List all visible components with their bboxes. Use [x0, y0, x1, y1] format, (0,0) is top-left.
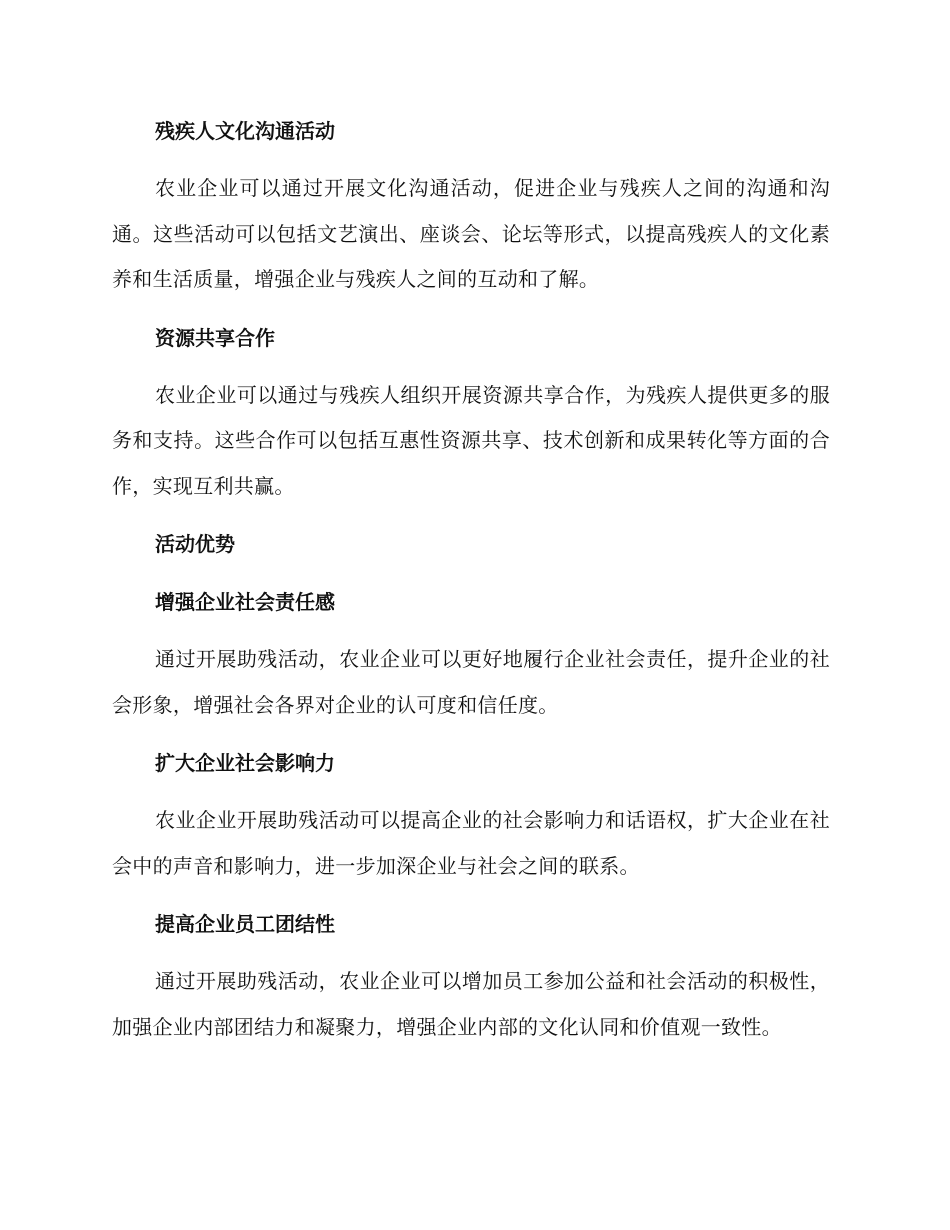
- section-heading: 扩大企业社会影响力: [155, 751, 335, 775]
- section-heading: 活动优势: [155, 532, 235, 556]
- section-heading: 提高企业员工团结性: [155, 912, 335, 936]
- section-heading: 资源共享合作: [155, 325, 275, 350]
- section-paragraph: 通过开展助残活动，农业企业可以更好地履行企业社会责任，提升企业的社会形象，增强社会各界对企业的认可度和信任度。: [112, 647, 830, 717]
- section-paragraph: 通过开展助残活动，农业企业可以增加员工参加公益和社会活动的积极性，加强企业内部团结力和凝聚力，增强企业内部的文化认同和价值观一致性。: [112, 969, 830, 1039]
- section-paragraph: 农业企业可以通过与残疾人组织开展资源共享合作，为残疾人提供更多的服务和支持。这些合作可以包括互惠性资源共享、技术创新和成果转化等方面的合作，实现互利共赢。: [112, 382, 830, 498]
- section-paragraph: 农业企业可以通过开展文化沟通活动，促进企业与残疾人之间的沟通和沟通。这些活动可以包括文艺演出、座谈会、论坛等形式，以提高残疾人的文化素养和生活质量，增强企业与残疾人之间的互动和了解。: [112, 176, 830, 291]
- document-page: [112, 108, 830, 1062]
- section-paragraph: 农业企业开展助残活动可以提高企业的社会影响力和话语权，扩大企业在社会中的声音和影响力，进一步加深企业与社会之间的联系。: [112, 808, 830, 878]
- section-heading: 增强企业社会责任感: [155, 590, 335, 614]
- section-heading: 残疾人文化沟通活动: [155, 119, 335, 143]
